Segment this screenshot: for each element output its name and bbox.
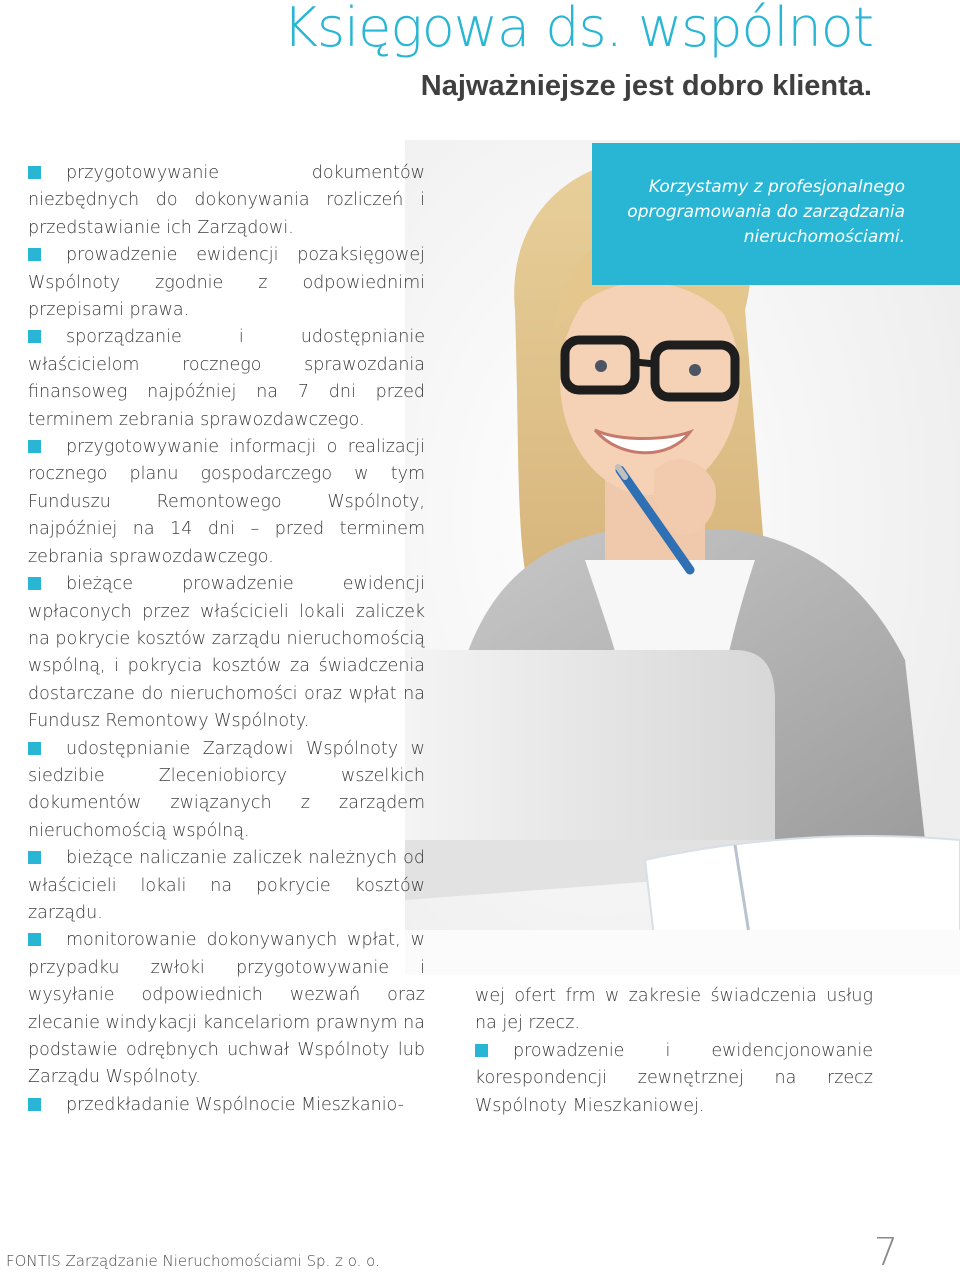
list-item: przedkładanie Wspólnocie Mieszkanio- xyxy=(28,1092,425,1119)
list-item: udostępnianie Zarządowi Wspólnoty w siedzibie Zleceniobiorcy wszelkich dokumentów związanych z zarządem nieruchomością wspólną. xyxy=(28,738,425,841)
square-bullet-icon xyxy=(28,851,41,864)
square-bullet-icon xyxy=(28,248,41,261)
footer-company: FONTIS Zarządzanie Nieruchomościami Sp. z o. o. xyxy=(6,1252,380,1270)
services-list-right xyxy=(475,983,873,1120)
square-bullet-icon xyxy=(28,742,41,755)
page-title: Księgowa ds. wspólnot xyxy=(282,0,873,59)
software-banner xyxy=(592,143,960,285)
list-item: prowadzenie i ewidencjonowanie korespondencji zewnętrznej na rzecz Wspólnoty Mieszkaniowej. xyxy=(475,1040,873,1116)
square-bullet-icon xyxy=(28,577,41,590)
list-item-continuation: wej ofert frm w zakresie świadczenia usług na jej rzecz. xyxy=(475,986,873,1034)
list-item: sporządzanie i udostępnianie właścicielom rocznego sprawozdania finansoweg najpóźniej na 7 dni przed terminem zebrania sprawozdawczego. xyxy=(28,327,425,430)
square-bullet-icon xyxy=(28,440,41,453)
banner-text: Korzystamy z profesjonalnego oprogramowania do zarządzania nieruchomościami. xyxy=(627,177,905,247)
square-bullet-icon xyxy=(28,330,41,343)
list-item: przygotowywanie dokumentów niezbędnych do dokonywania rozliczeń i przedstawianie ich Zarządowi. xyxy=(28,163,425,238)
page-subtitle: Najważniejsze jest dobro klienta. xyxy=(420,70,872,102)
square-bullet-icon xyxy=(28,1098,41,1111)
list-item: prowadzenie ewidencji pozaksięgowej Wspólnoty zgodnie z odpowiednimi przepisami prawa. xyxy=(28,245,425,321)
square-bullet-icon xyxy=(28,166,41,179)
list-item: bieżące naliczanie zaliczek należnych od właścicieli lokali na pokrycie kosztów zarządu. xyxy=(28,848,425,923)
list-item: bieżące prowadzenie ewidencji wpłaconych przez właścicieli lokali zaliczek na pokrycie kosztów zarządu nieruchomością wspólną, i pokrycia kosztów za świadczenia dostarczane do nieruchomości oraz wpłat na Fundusz Remontowy Wspólnoty. xyxy=(28,574,425,732)
page-number: 7 xyxy=(873,1230,898,1274)
square-bullet-icon xyxy=(475,1044,488,1057)
services-list-left xyxy=(28,160,425,1119)
list-item: przygotowywanie informacji o realizacji rocznego planu gospodarczego w tym Funduszu Remontowego Wspólnoty, najpóźniej na 14 dni – przed terminem zebrania sprawozdawczego. xyxy=(28,437,425,567)
square-bullet-icon xyxy=(28,933,41,946)
list-item: monitorowanie dokonywanych wpłat, w przypadku zwłoki przygotowywanie i wysyłanie odpowiednich wezwań oraz zlecanie windykacji kancelariom prawnym na podstawie odrębnych uchwał Wspólnoty lub Zarządu Wspólnoty. xyxy=(28,930,425,1088)
